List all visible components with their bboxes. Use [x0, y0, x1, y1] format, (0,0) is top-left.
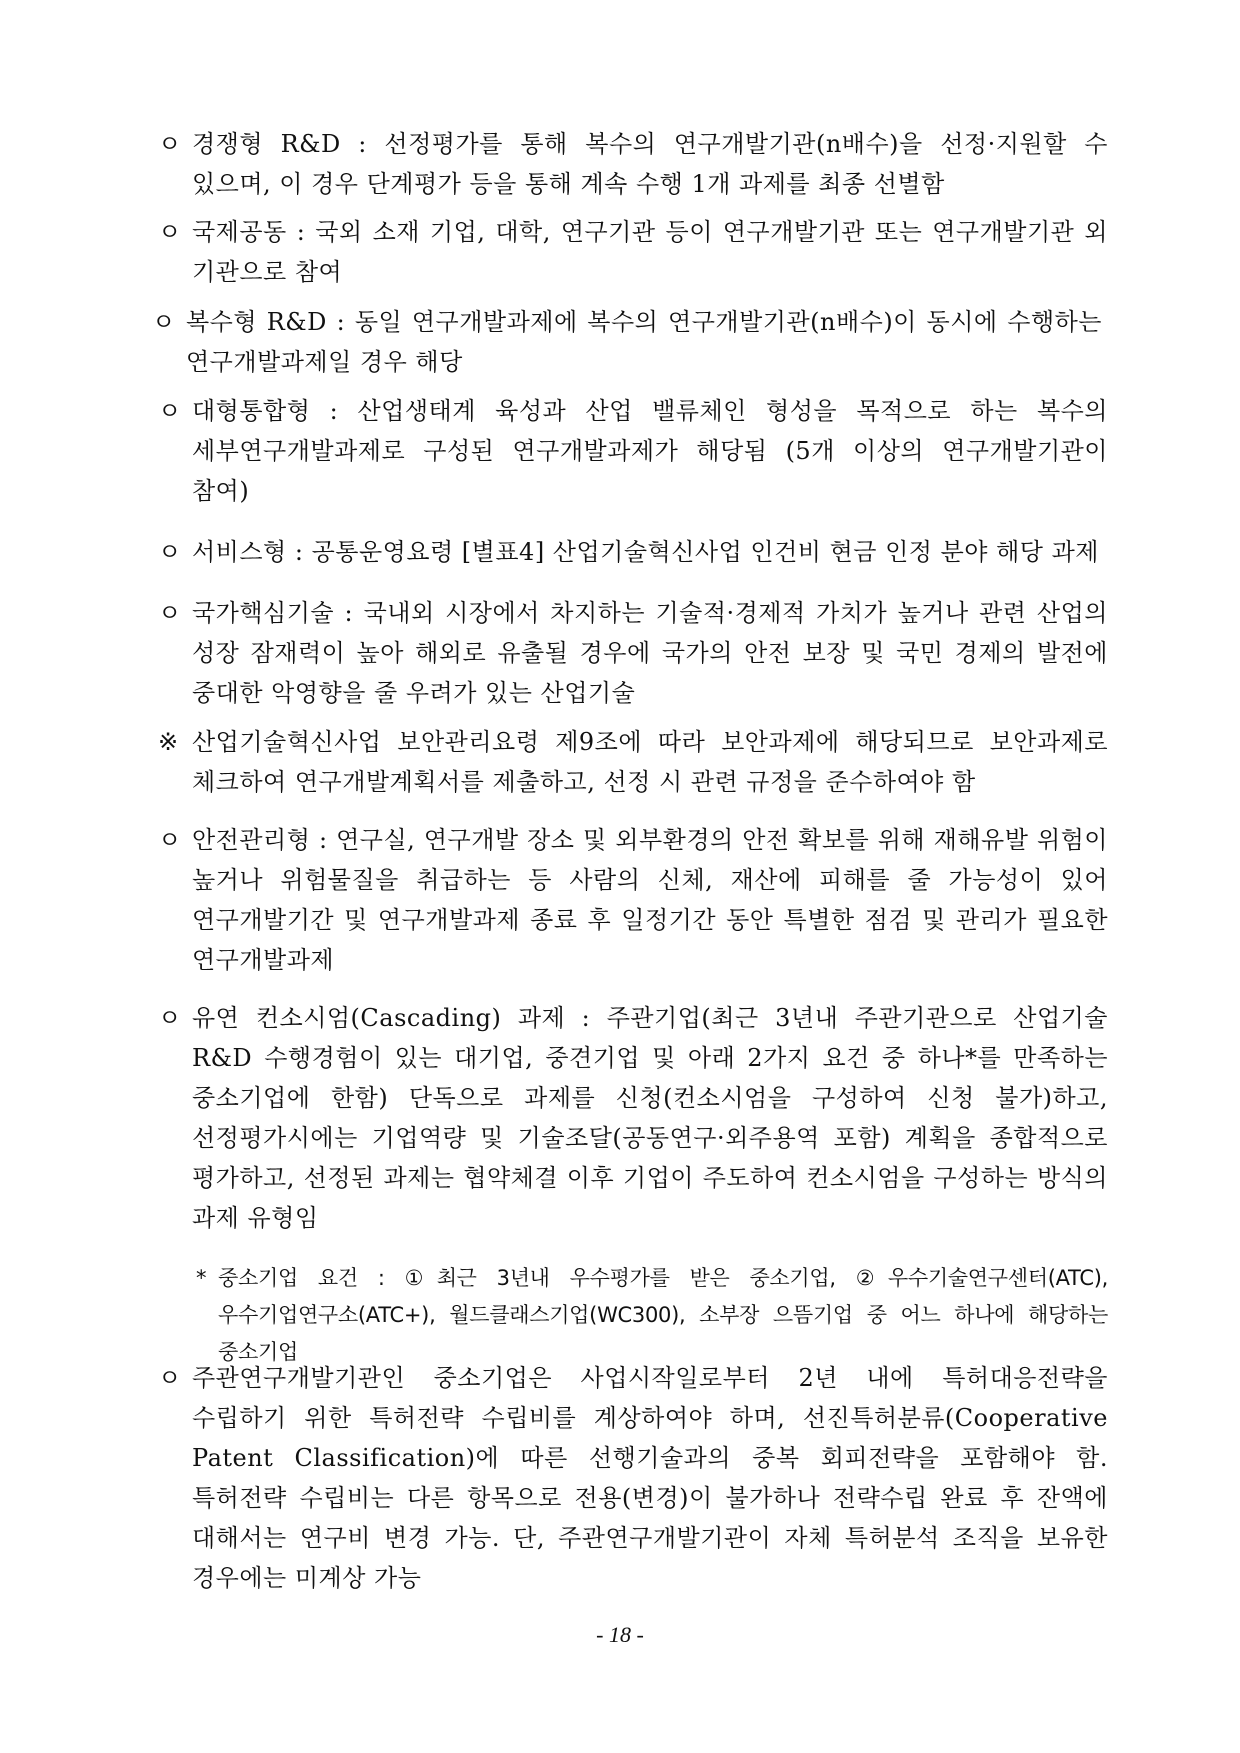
page-number: - 18 - — [596, 1622, 644, 1647]
list-item-large-integrated — [158, 391, 1108, 511]
bullet-marker: ㅇ — [158, 218, 182, 246]
list-item-safety-management — [158, 820, 1108, 980]
item-text: 유연 컨소시엄(Cascading) 과제 : 주관기업(최근 3년내 주관기관으로 산업기술 R&D 수행경험이 있는 대기업, 중견기업 및 아래 2가지 요건 중 하나*를 만족하는 중소기업에 한함) 단독으로 과제를 신청(컨소시엄을 구성하여 신청 불가)하고, 선정평가시에는 기업역량 및 기술조달(공동연구·외주용역 포함) 계획을 종합적으로 평가하고, 선정된 과제는 협약체결 이후 기업이 주도하여 컨소시엄을 구성하는 방식의 과제 유형임 — [192, 1004, 1108, 1232]
item-text: 안전관리형 : 연구실, 연구개발 장소 및 외부환경의 안전 확보를 위해 재해유발 위험이 높거나 위험물질을 취급하는 등 사람의 신체, 재산에 피해를 줄 가능성이 있어 연구개발기간 및 연구개발과제 종료 후 일정기간 동안 특별한 점검 및 관리가 필요한 연구개발과제 — [192, 826, 1108, 974]
list-item-competitive-rnd — [158, 124, 1108, 204]
bullet-marker: ㅇ — [158, 130, 182, 158]
list-item-flexible-consortium — [158, 998, 1108, 1238]
list-item-patent-strategy — [158, 1358, 1108, 1598]
bullet-marker: ㅇ — [158, 1004, 182, 1032]
list-item-multiple-rnd — [152, 302, 1102, 382]
list-item-security-note — [158, 722, 1108, 802]
list-item-international-joint — [158, 212, 1108, 292]
list-item-national-core-tech — [158, 593, 1108, 713]
item-text: 경쟁형 R&D : 선정평가를 통해 복수의 연구개발기관(n배수)을 선정·지원할 수 있으며, 이 경우 단계평가 등을 통해 계속 수행 1개 과제를 최종 선별함 — [192, 130, 1108, 198]
bullet-marker: ㅇ — [158, 599, 182, 627]
footnote-sme-requirements — [196, 1260, 1108, 1371]
item-text: 대형통합형 : 산업생태계 육성과 산업 밸류체인 형성을 목적으로 하는 복수의 세부연구개발과제로 구성된 연구개발과제가 해당됨 (5개 이상의 연구개발기관이 참여) — [192, 397, 1108, 505]
item-text: 국제공동 : 국외 소재 기업, 대학, 연구기관 등이 연구개발기관 또는 연구개발기관 외 기관으로 참여 — [192, 218, 1108, 286]
bullet-marker: ㅇ — [158, 1364, 182, 1392]
bullet-marker: ㅇ — [158, 538, 182, 566]
item-text: 주관연구개발기관인 중소기업은 사업시작일로부터 2년 내에 특허대응전략을 수립하기 위한 특허전략 수립비를 계상하여야 하며, 선진특허분류(Cooperative Patent Classification)에 따른 선행기술과의 중복 회피전략을 포함해야 함. 특허전략 수립비는 다른 항목으로 전용(변경)이 불가하나 전략수립 완료 후 잔액에 대해서는 연구비 변경 가능. 단, 주관연구개발기관이 자체 특허분석 조직을 보유한 경우에는 미계상 가능 — [192, 1364, 1108, 1592]
item-text: 복수형 R&D : 동일 연구개발과제에 복수의 연구개발기관(n배수)이 동시에 수행하는 연구개발과제일 경우 해당 — [186, 308, 1102, 376]
bullet-marker: ㅇ — [152, 308, 176, 336]
item-text: 산업기술혁신사업 보안관리요령 제9조에 따라 보안과제에 해당되므로 보안과제로 체크하여 연구개발계획서를 제출하고, 선정 시 관련 규정을 준수하여야 함 — [192, 728, 1108, 796]
asterisk-marker: * — [196, 1266, 207, 1290]
reference-mark: ※ — [158, 728, 179, 756]
item-text: 서비스형 : 공통운영요령 [별표4] 산업기술혁신사업 인건비 현금 인정 분야 해당 과제 — [192, 538, 1099, 566]
item-text: 국가핵심기술 : 국내외 시장에서 차지하는 기술적·경제적 가치가 높거나 관련 산업의 성장 잠재력이 높아 해외로 유출될 경우에 국가의 안전 보장 및 국민 경제의 발전에 중대한 악영향을 줄 우려가 있는 산업기술 — [192, 599, 1108, 707]
footnote-text: 중소기업 요건 : ①최근 3년내 우수평가를 받은 중소기업, ②우수기술연구센터(ATC), 우수기업연구소(ATC+), 월드클래스기업(WC300), 소부장 으뜸기업 중 어느 하나에 해당하는 중소기업 — [218, 1266, 1108, 1364]
bullet-marker: ㅇ — [158, 397, 182, 425]
bullet-marker: ㅇ — [158, 826, 182, 854]
list-item-service-type — [158, 532, 1108, 572]
